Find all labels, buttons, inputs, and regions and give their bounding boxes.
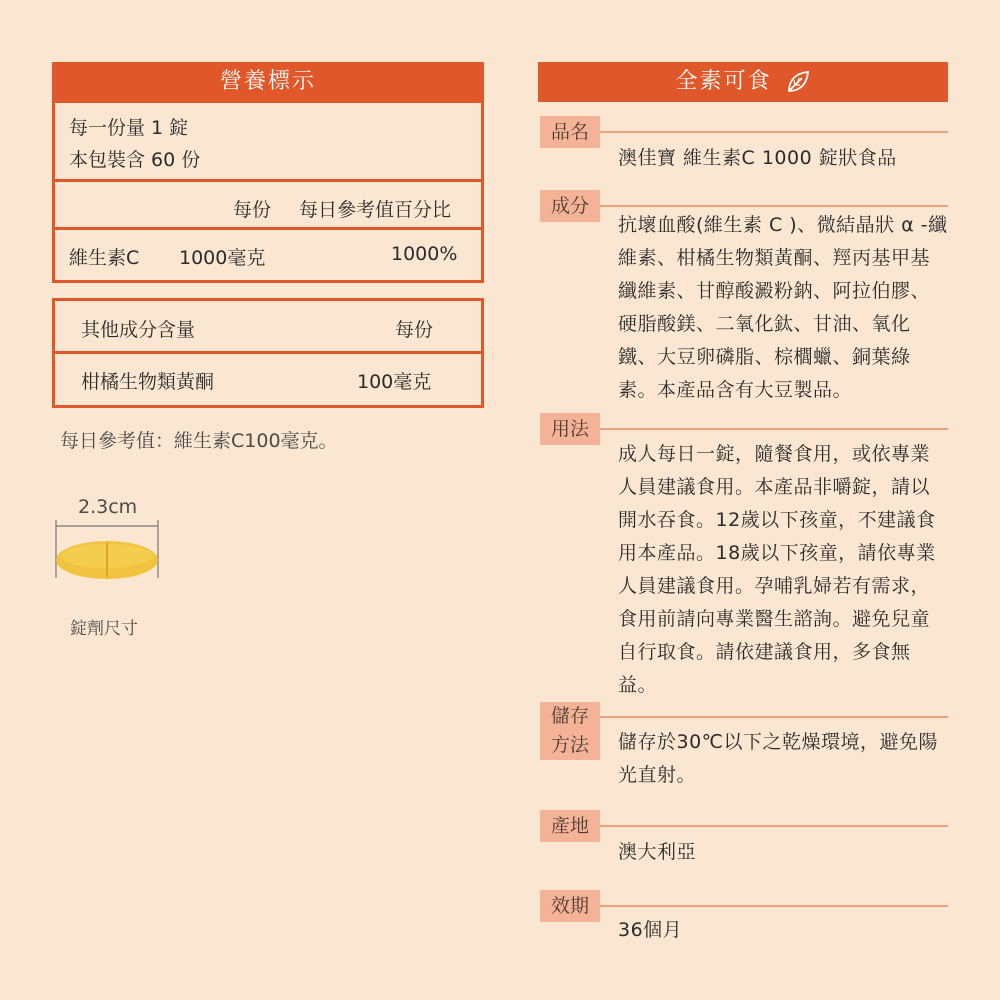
nutrition-title <box>52 62 484 102</box>
nutrition-title-text: 營養標示 <box>219 69 316 94</box>
leaf-icon <box>785 69 811 95</box>
divider <box>55 227 481 230</box>
tablet-illustration <box>48 516 168 586</box>
vegan-title <box>538 62 948 102</box>
tag-shelf-life: 效期 <box>540 890 600 922</box>
divider <box>600 428 948 430</box>
other-header-per: 每份 <box>395 319 434 341</box>
tag-storage-line1: 儲存 <box>550 705 589 727</box>
col-daily-pct: 每日參考值百分比 <box>299 199 452 221</box>
other-ingredients-table <box>52 298 484 408</box>
col-per-serving: 每份 <box>233 199 272 221</box>
daily-reference-note: 每日參考值：維生素C100毫克。 <box>60 430 338 452</box>
tag-usage: 用法 <box>540 413 600 445</box>
tag-origin: 產地 <box>540 810 600 842</box>
divider <box>600 905 948 907</box>
divider <box>600 131 948 133</box>
tablet-caption: 錠劑尺寸 <box>70 619 138 639</box>
divider <box>55 179 481 182</box>
other-item-name: 柑橘生物類黃酮 <box>81 371 215 393</box>
other-header-name: 其他成分含量 <box>81 319 196 341</box>
servings-per-pack: 本包裝含 60 份 <box>69 149 201 171</box>
serving-size: 每一份量 1 錠 <box>69 117 189 139</box>
storage-text: 儲存於30℃以下之乾燥環境，避免陽光直射。 <box>618 731 939 786</box>
divider <box>55 351 481 354</box>
tag-storage-line2: 方法 <box>550 734 589 756</box>
shelf-life-text: 36個月 <box>618 919 683 941</box>
tablet-size-label: 2.3cm <box>78 496 138 518</box>
ingredients-text: 抗壞血酸(維生素 C )、微結晶狀 α -纖維素、柑橘生物類黃酮、羥丙基甲基纖維素、甘醇酸澱粉鈉、阿拉伯膠、硬脂酸鎂、二氧化鈦、甘油、氧化鐵、大豆卵磷脂、棕櫚蠟、銅葉綠素。本產品含有大豆製品。 <box>618 214 948 401</box>
tag-product-name: 品名 <box>540 116 600 148</box>
vitc-amount: 1000毫克 <box>179 247 266 269</box>
tablet-icon <box>56 541 158 579</box>
tag-storage <box>540 702 600 760</box>
other-item-amount: 100毫克 <box>357 371 432 393</box>
nutrition-table <box>52 100 484 283</box>
vitc-pct: 1000% <box>391 243 458 265</box>
divider <box>600 716 948 718</box>
usage-text: 成人每日一錠，隨餐食用，或依專業人員建議食用。本產品非嚼錠，請以開水吞食。12歲以下孩童，不建議食用本產品。18歲以下孩童，請依專業人員建議食用。孕哺乳婦若有需求，食用前請向專業醫生諮詢。避免兒童自行取食。請依建議食用，多食無益。 <box>618 443 936 696</box>
divider <box>600 825 948 827</box>
origin-text: 澳大利亞 <box>618 841 697 863</box>
vegan-title-text: 全素可食 <box>675 69 772 94</box>
product-name-text: 澳佳寶 維生素C 1000 錠狀食品 <box>618 147 897 169</box>
tag-ingredients: 成分 <box>540 190 600 222</box>
vitc-name: 維生素C <box>69 247 140 269</box>
divider <box>600 205 948 207</box>
